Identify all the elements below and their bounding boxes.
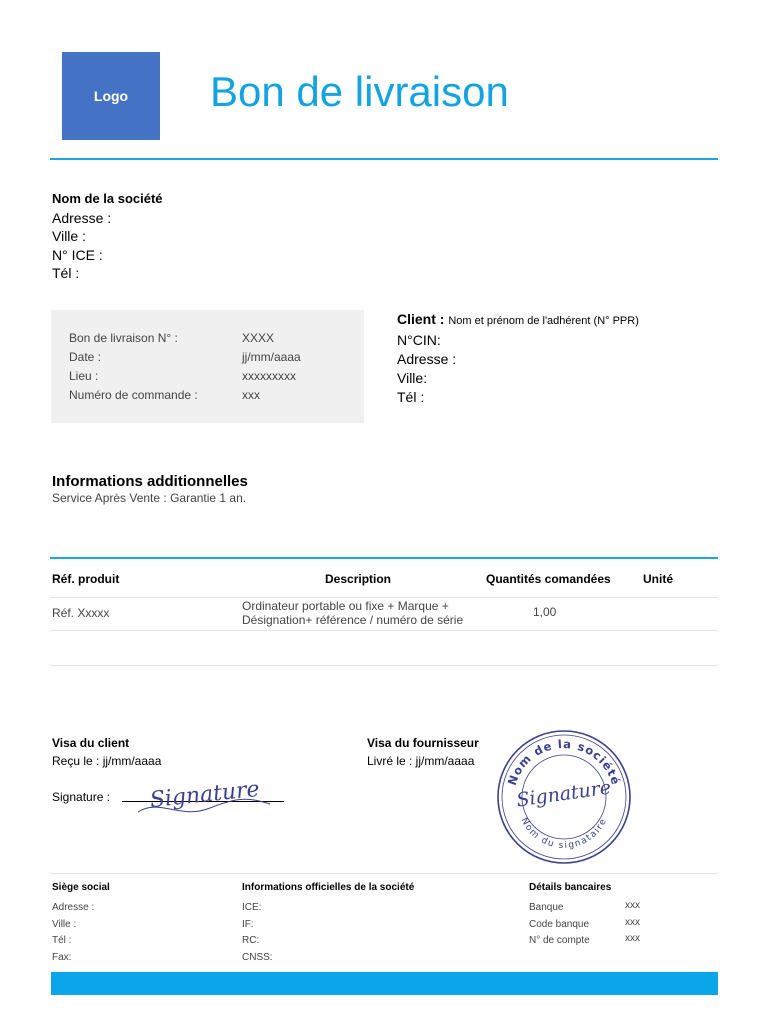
visa-supplier-title: Visa du fournisseur <box>367 736 479 750</box>
bank-value: xxx <box>625 933 640 944</box>
table-header-divider <box>50 597 718 598</box>
footer-line: IF: <box>242 918 254 930</box>
client-city: Ville: <box>397 370 428 386</box>
bank-label: N° de compte <box>529 935 590 946</box>
client-address: Adresse : <box>397 351 457 367</box>
row-quantity: 1,00 <box>533 605 557 619</box>
company-city: Ville : <box>52 228 86 244</box>
info-value: XXXX <box>242 331 275 345</box>
client-phone: Tél : <box>397 389 425 405</box>
footer-line: Ville : <box>52 918 77 930</box>
table-row-divider <box>50 630 718 631</box>
column-header-description: Description <box>325 572 392 586</box>
column-header-unit: Unité <box>643 572 673 586</box>
additional-info-title: Informations additionnelles <box>52 473 248 490</box>
footer-official-title: Informations officielles de la société <box>242 882 415 893</box>
header-divider <box>50 158 718 160</box>
info-label: Date : <box>69 350 102 364</box>
info-value: jj/mm/aaaa <box>242 350 301 364</box>
info-row-number <box>69 331 359 349</box>
client-label: Client : <box>397 311 445 327</box>
client-name-placeholder: Nom et prénom de l'adhérent (N° PPR) <box>448 315 639 327</box>
bank-row <box>529 917 669 934</box>
svg-text:Nom du signataire <box>519 816 610 851</box>
bank-value: xxx <box>625 916 640 928</box>
document-title: Bon de livraison <box>210 68 509 115</box>
company-ice: N° ICE : <box>52 246 103 263</box>
visa-client-title: Visa du client <box>52 736 130 750</box>
row-description <box>242 599 463 627</box>
table-top-divider <box>50 557 718 559</box>
bank-row <box>529 933 669 950</box>
bank-value: xxx <box>625 900 640 911</box>
footer-divider <box>50 873 718 874</box>
table-bottom-divider <box>50 665 718 666</box>
footer-official-lines <box>242 900 273 966</box>
footer-line: CNSS: <box>242 951 273 963</box>
row-description-line: Ordinateur portable ou fixe + Marque + <box>242 599 449 613</box>
company-logo <box>62 52 160 140</box>
footer-color-bar <box>51 972 718 995</box>
info-label: Bon de livraison N° : <box>69 331 178 345</box>
info-label: Lieu : <box>69 369 99 383</box>
client-signature-text: Signature <box>148 776 261 814</box>
row-ref: Réf. Xxxxx <box>52 606 110 620</box>
info-row-date <box>69 350 359 368</box>
stamp-signature: Signature <box>515 776 613 812</box>
bank-label: Banque <box>529 902 564 913</box>
footer-headquarters-lines <box>52 900 94 966</box>
client-block <box>397 310 639 407</box>
company-stamp <box>492 728 636 866</box>
company-name: Nom de la société <box>52 191 163 206</box>
footer-bank-lines <box>529 900 669 950</box>
company-phone: Tél : <box>52 265 80 281</box>
footer-bank-title: Détails bancaires <box>529 882 612 893</box>
logo-label: Logo <box>93 88 129 104</box>
footer-line: RC: <box>242 935 260 946</box>
info-value: xxxxxxxxx <box>242 369 296 383</box>
column-header-quantity: Quantités comandées <box>486 572 611 586</box>
client-cin: N°CIN: <box>397 332 441 348</box>
stamp-bottom-text: Nom du signataire <box>518 816 610 852</box>
bank-row <box>529 900 669 917</box>
info-row-order <box>69 388 359 406</box>
info-value: xxx <box>242 388 260 402</box>
delivery-info-box <box>51 310 364 423</box>
row-description-line: Désignation+ référence / numéro de série <box>242 613 464 627</box>
client-signature <box>120 768 290 824</box>
footer-line: Adresse : <box>52 902 95 913</box>
footer-line: Tél : <box>52 935 72 946</box>
bank-label: Code banque <box>529 918 590 930</box>
footer-headquarters-title: Siège social <box>52 882 110 893</box>
info-row-place <box>69 369 359 387</box>
company-address: Adresse : <box>52 209 112 226</box>
additional-info-text: Service Après Vente : Garantie 1 an. <box>52 491 247 505</box>
visa-client-signature-label: Signature : <box>52 790 111 804</box>
footer-line: Fax: <box>52 951 72 963</box>
visa-supplier-delivered: Livré le : jj/mm/aaaa <box>367 754 475 768</box>
footer-line: ICE: <box>242 902 262 913</box>
info-label: Numéro de commande : <box>69 388 198 402</box>
company-block <box>52 190 163 283</box>
column-header-ref: Réf. produit <box>52 572 120 586</box>
visa-client-received: Reçu le : jj/mm/aaaa <box>52 754 162 768</box>
stamp-top-text: Nom de la société <box>504 736 624 788</box>
